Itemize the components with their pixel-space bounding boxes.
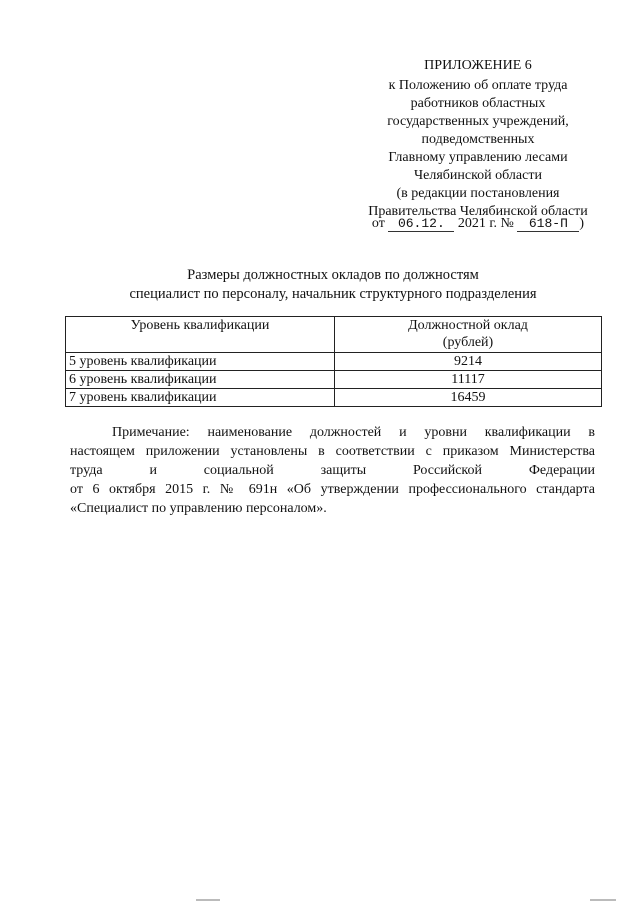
header-line: государственных учреждений, [387, 114, 569, 129]
year-and-number-label: 2021 г. № [457, 216, 514, 231]
document-title-line2: специалист по персоналу, начальник структурного подразделения [129, 286, 537, 302]
note-line: труда и социальной защиты Российской Федерации [70, 463, 595, 478]
note-line: от 6 октября 2015 г. № 691н «Об утверждении профессионального стандарта [70, 482, 595, 497]
table-row [66, 353, 602, 371]
scan-artifact [590, 899, 616, 901]
closing-paren: ) [579, 216, 585, 231]
date-field [388, 215, 454, 233]
header-line: (в редакции постановления [396, 186, 560, 201]
salary-header-line1: Должностной оклад [408, 318, 528, 333]
column-header-salary [335, 317, 602, 353]
header-line: Главному управлению лесами [388, 150, 568, 165]
salary-cell: 9214 [335, 353, 602, 371]
salary-cell: 11117 [335, 371, 602, 389]
note-line: Примечание: наименование должностей и уровни квалификации в [112, 425, 595, 440]
salary-table [65, 316, 602, 407]
appendix-title: ПРИЛОЖЕНИЕ 6 [424, 58, 532, 73]
document-title-line1: Размеры должностных окладов по должностям [187, 267, 479, 283]
column-header-level: Уровень квалификации [66, 317, 335, 353]
table-row [66, 389, 602, 407]
decree-date-line [340, 215, 616, 233]
table-header-row [66, 317, 602, 353]
note-line: «Специалист по управлению персоналом». [70, 501, 327, 516]
level-cell: 7 уровень квалификации [66, 389, 335, 407]
salary-cell: 16459 [335, 389, 602, 407]
date-prefix: от [371, 216, 385, 231]
level-cell: 5 уровень квалификации [66, 353, 335, 371]
number-field [517, 215, 579, 233]
salary-header-line2: (рублей) [442, 335, 494, 350]
handwritten-date: 06.12. [397, 216, 445, 231]
header-line: подведомственных [421, 132, 535, 147]
handwritten-number: 618-П [528, 216, 568, 231]
table-row [66, 371, 602, 389]
header-line: к Положению об оплате труда [388, 78, 568, 93]
level-cell: 6 уровень квалификации [66, 371, 335, 389]
header-line: работников областных [410, 96, 546, 111]
scan-artifact [196, 899, 220, 901]
header-line: Челябинской области [414, 168, 542, 183]
note-line: настоящем приложении установлены в соответствии с приказом Министерства [70, 444, 595, 459]
header-line: Правительства Челябинской области [368, 204, 588, 219]
